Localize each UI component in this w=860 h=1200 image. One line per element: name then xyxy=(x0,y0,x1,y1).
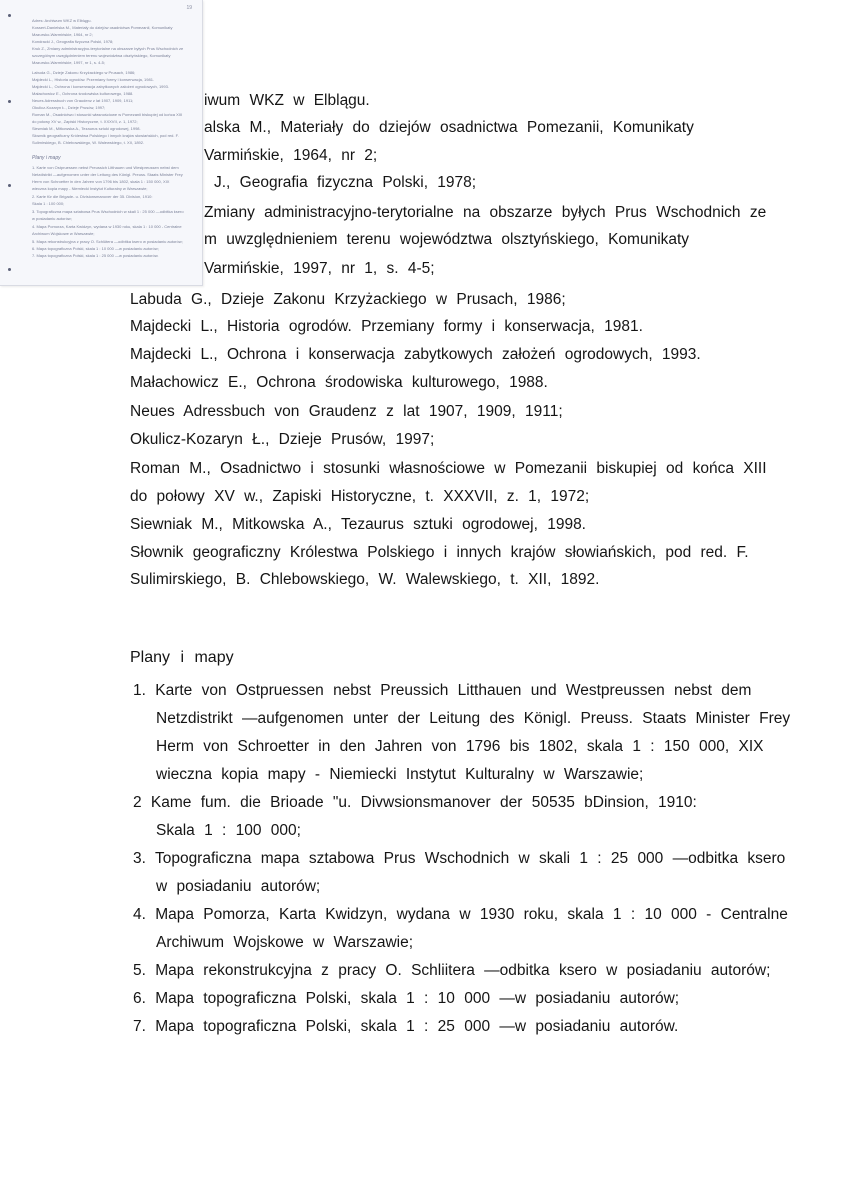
bullet-icon xyxy=(8,268,11,271)
map-list-line: Archiwum Wojskowe w Warszawie; xyxy=(156,934,414,951)
thumbnail-line: Małachowicz E., Ochrona środowiska kulturowego, 1988. xyxy=(32,91,134,96)
thumbnail-section-title: Plany i mapy xyxy=(32,155,61,161)
thumbnail-line: Labuda G., Dzieje Zakonu Krzyżackiego w Prusach, 1986; xyxy=(32,70,136,75)
map-list-line: 3. Topograficzna mapa sztabowa Prus Wschodnich w skali 1 : 25 000 —odbitka ksero xyxy=(133,850,786,867)
bibliography-line: Siewniak M., Mitkowska A., Tezaurus sztuki ogrodowej, 1998. xyxy=(130,516,586,533)
bibliography-line: iwum WKZ w Elblągu. xyxy=(204,92,370,109)
thumbnail-line: Majdecki L., Ochrona i konserwacja zabytkowych założeń ogrodowych, 1993. xyxy=(32,84,169,89)
bibliography-line: J., Geografia fizyczna Polski, 1978; xyxy=(214,174,477,191)
map-list-line: 5. Mapa rekonstrukcyjna z pracy O. Schliitera —odbitka ksero w posiadaniu autorów; xyxy=(133,962,771,979)
bibliography-line: Majdecki L., Ochrona i konserwacja zabytkowych założeń ogrodowych, 1993. xyxy=(130,346,701,363)
bibliography-line: Varmińskie, 1997, nr 1, s. 4-5; xyxy=(204,260,435,277)
thumbnail-line: 4. Mapa Pomorza, Karta Kwidzyn, wydana w 1930 roku, skala 1 : 10 000 - Centralne xyxy=(32,224,182,229)
map-list-line: Skala 1 : 100 000; xyxy=(156,822,301,839)
thumbnail-page-number: 19 xyxy=(186,5,192,11)
thumbnail-line: Kruk Z., Zmiany administracyjno-terytorialne na obszarze byłych Prus Wschodnich ze xyxy=(32,46,184,51)
map-list-line: w posiadaniu autorów; xyxy=(156,878,321,895)
thumbnail-line: w posiadaniu autorów; xyxy=(32,216,72,221)
bibliography-line: do połowy XV w., Zapiski Historyczne, t. XXXVII, z. 1, 1972; xyxy=(130,488,590,505)
bibliography-line: Majdecki L., Historia ogrodów. Przemiany formy i konserwacja, 1981. xyxy=(130,318,643,335)
bibliography-line: Varmińskie, 1964, nr 2; xyxy=(204,147,378,164)
map-list-line: 2 Kame fum. die Brioade "u. Divwsionsmanover der 50535 bDinsion, 1910: xyxy=(133,794,697,811)
bibliography-line: alska M., Materiały do dziejów osadnictwa Pomezanii, Komunikaty xyxy=(204,119,694,136)
thumbnail-line: Neues Adressbuch von Graudenz z lat 1907, 1909, 1911; xyxy=(32,98,134,103)
bibliography-line: m uwzględnieniem terenu województwa olsztyńskiego, Komunikaty xyxy=(204,231,690,248)
thumbnail-line: Adres: Archiwum WKZ w Elblągu. xyxy=(32,18,92,23)
thumbnail-line: Słownik geograficzny Królestwa Polskiego i innych krajów słowiańskich, pod red. F. xyxy=(32,133,179,138)
thumbnail-line: Kossert-Danielska M., Materiały do dziejów osadnictwa Pomezanii, Komunikaty xyxy=(32,25,173,30)
thumbnail-line: wieczna kopia mapy - Niemiecki Instytut Kulturalny w Warszawie; xyxy=(32,186,148,191)
thumbnail-line: Roman M., Osadnictwo i stosunki własnościowe w Pomezanii biskupiej od końca XIII xyxy=(32,112,183,117)
bullet-icon xyxy=(8,100,11,103)
thumbnail-line: 1. Karte von Ostpruessen nebst Preussich Litthauen und Westpreussen nebst dem xyxy=(32,165,179,170)
bibliography-line: Sulimirskiego, B. Chlebowskiego, W. Walewskiego, t. XII, 1892. xyxy=(130,571,600,588)
thumbnail-line: Herm von Schroetter in den Jahren von 1796 bis 1802, skala 1 : 150 000, XIX xyxy=(32,179,170,184)
thumbnail-line: Kondracki J., Geografia fizyczna Polski, 1978; xyxy=(32,39,114,44)
map-list-line: Herm von Schroetter in den Jahren von 1796 bis 1802, skala 1 : 150 000, XIX xyxy=(156,738,764,755)
thumbnail-line: Okulicz-Kozaryn Ł., Dzieje Prusów, 1997; xyxy=(32,105,106,110)
map-list-line: 6. Mapa topograficzna Polski, skala 1 : 10 000 —w posiadaniu autorów; xyxy=(133,990,680,1007)
map-list-line: Netzdistrikt —aufgenomen unter der Leitung des Königl. Preuss. Staats Minister Frey xyxy=(156,710,791,727)
bullet-icon xyxy=(8,14,11,17)
thumbnail-line: 3. Topograficzna mapa sztabowa Prus Wschodnich w skali 1 : 25 000 —odbitka ksero xyxy=(32,209,184,214)
thumbnail-line: 6. Mapa topograficzna Polski, skala 1 : 10 000 —w posiadaniu autorów; xyxy=(32,246,159,251)
map-list-line: 1. Karte von Ostpruessen nebst Preussich Litthauen und Westpreussen nebst dem xyxy=(133,682,752,699)
bibliography-line: Labuda G., Dzieje Zakonu Krzyżackiego w Prusach, 1986; xyxy=(130,291,566,308)
thumbnail-line: 5. Mapa rekonstrukcyjna z pracy O. Schlütera —odbitka ksero w posiadaniu autorów; xyxy=(32,239,183,244)
thumbnail-line: szczególnym uwzględnieniem terenu województwa olsztyńskiego, Komunikaty xyxy=(32,53,171,58)
bibliography-line: Neues Adressbuch von Graudenz z lat 1907, 1909, 1911; xyxy=(130,403,563,420)
section-title: Plany i mapy xyxy=(130,649,234,666)
bullet-icon xyxy=(8,184,11,187)
map-list-line: wieczna kopia mapy - Niemiecki Instytut Kulturalny w Warszawie; xyxy=(156,766,644,783)
bibliography-line: Okulicz-Kozaryn Ł., Dzieje Prusów, 1997; xyxy=(130,431,435,448)
bibliography-line: Małachowicz E., Ochrona środowiska kulturowego, 1988. xyxy=(130,374,548,391)
bibliography-line: Słownik geograficzny Królestwa Polskiego i innych krajów słowiańskich, pod red. F. xyxy=(130,544,749,561)
thumbnail-line: Majdecki L., Historia ogrodów. Przemiany formy i konserwacja, 1981. xyxy=(32,77,155,82)
thumbnail-line: 2. Karte für die Brigade- u. Divisionsmanover der 35. Division, 1910: xyxy=(32,194,153,199)
thumbnail-line: do połowy XV w., Zapiski Historyczne, t. XXXVII, z. 1, 1972; xyxy=(32,119,138,124)
thumbnail-line: Skala 1 : 100 000; xyxy=(32,201,65,206)
thumbnail-line: Archiwum Wojskowe w Warszawie; xyxy=(32,231,95,236)
bibliography-line: Zmiany administracyjno-terytorialne na obszarze byłych Prus Wschodnich ze xyxy=(204,204,767,221)
map-list-line: 4. Mapa Pomorza, Karta Kwidzyn, wydana w 1930 roku, skala 1 : 10 000 - Centralne xyxy=(133,906,788,923)
thumbnail-line: Netzdistrikt —aufgenomen unter der Leitung des Königl. Preuss. Staats Minister Frey xyxy=(32,172,183,177)
page-thumbnail[interactable] xyxy=(0,0,203,286)
thumbnail-line: Siewniak M., Mitkowska A., Tezaurus sztuki ogrodowej, 1998. xyxy=(32,126,141,131)
thumbnail-line: Mazursko-Warmińskie, 1964, nr 2; xyxy=(32,32,93,37)
bibliography-line: Roman M., Osadnictwo i stosunki własnościowe w Pomezanii biskupiej od końca XIII xyxy=(130,460,767,477)
thumbnail-line: 7. Mapa topograficzna Polski, skala 1 : 25 000 —w posiadaniu autorów. xyxy=(32,253,159,258)
map-list-line: 7. Mapa topograficzna Polski, skala 1 : 25 000 —w posiadaniu autorów. xyxy=(133,1018,679,1035)
thumbnail-line: Mazursko-Warmińskie, 1997, nr 1, s. 4-5; xyxy=(32,60,105,65)
thumbnail-line: Sulimirskiego, B. Chlebowskiego, W. Walewskiego, t. XII, 1892. xyxy=(32,140,145,145)
